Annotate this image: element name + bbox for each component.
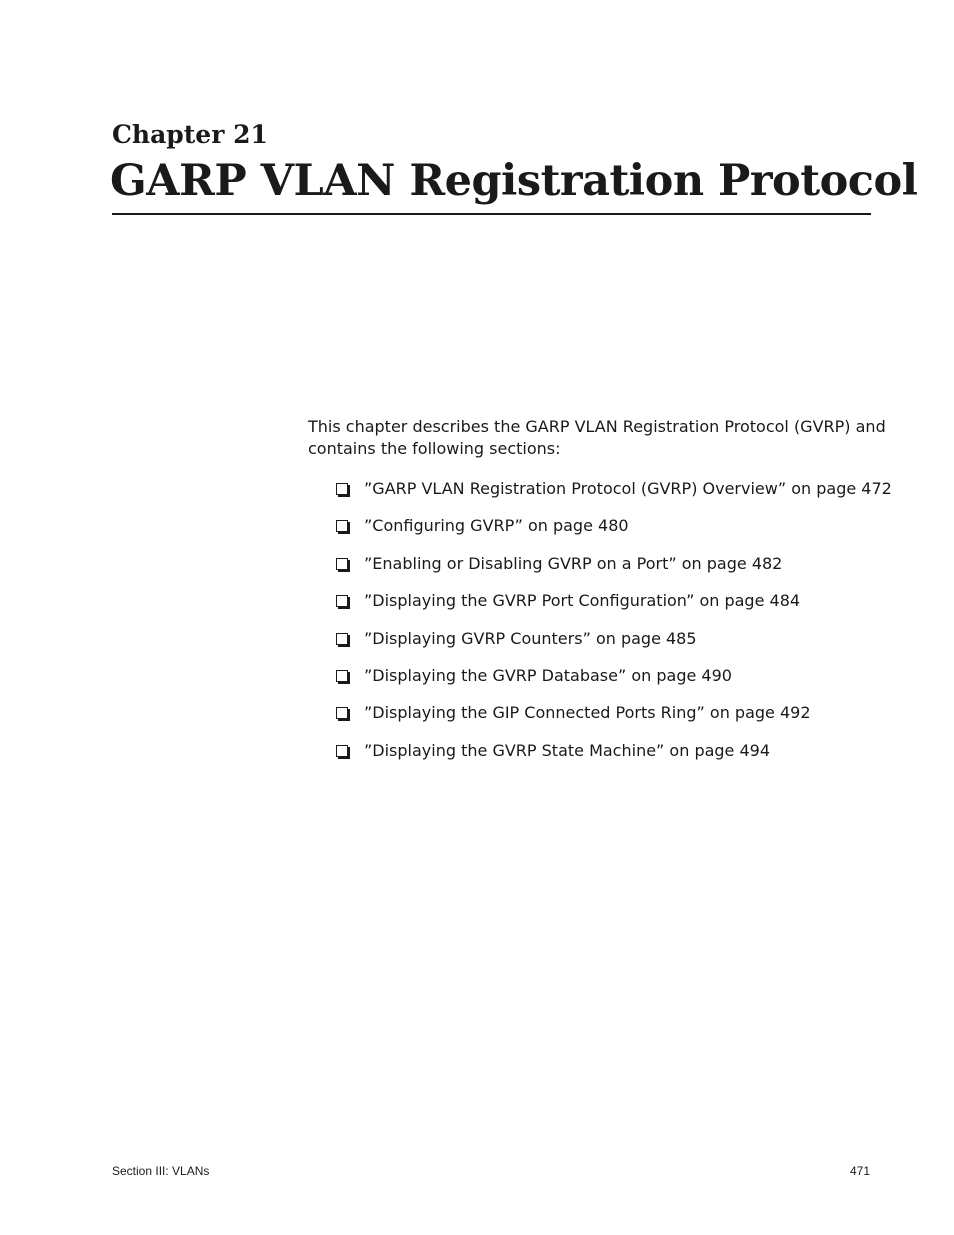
section-link[interactable]: ”Enabling or Disabling GVRP on a Port” on page 482 bbox=[364, 553, 783, 573]
section-link[interactable]: ”Displaying GVRP Counters” on page 485 bbox=[364, 628, 697, 648]
section-link[interactable]: ”GARP VLAN Registration Protocol (GVRP) Overview” on page 472 bbox=[364, 479, 892, 498]
list-item[interactable] bbox=[336, 590, 892, 627]
checkbox-square-icon bbox=[336, 595, 348, 607]
list-item[interactable] bbox=[336, 478, 892, 515]
intro-paragraph bbox=[308, 416, 886, 460]
list-item[interactable] bbox=[336, 515, 892, 552]
section-link[interactable]: ”Displaying the GVRP Port Configuration” on page 484 bbox=[364, 591, 801, 611]
section-link[interactable]: ”Displaying the GVRP State Machine” on page 494 bbox=[364, 740, 771, 760]
chapter-title: GARP VLAN Registration Protocol bbox=[110, 156, 918, 206]
section-link[interactable]: ”Displaying the GIP Connected Ports Ring” on page 492 bbox=[364, 703, 811, 723]
title-rule bbox=[112, 213, 871, 215]
list-item[interactable] bbox=[336, 665, 892, 702]
list-item[interactable] bbox=[336, 702, 892, 739]
section-list bbox=[336, 478, 892, 777]
section-link[interactable]: ”Displaying the GVRP Database” on page 490 bbox=[364, 665, 732, 685]
checkbox-square-icon bbox=[336, 633, 348, 645]
intro-line-1: This chapter describes the GARP VLAN Registration Protocol (GVRP) and bbox=[308, 417, 886, 436]
checkbox-square-icon bbox=[336, 520, 348, 532]
list-item[interactable] bbox=[336, 740, 892, 777]
intro-line-2: contains the following sections: bbox=[308, 439, 561, 458]
checkbox-square-icon bbox=[336, 558, 348, 570]
footer-page-number: 471 bbox=[849, 1164, 870, 1178]
checkbox-square-icon bbox=[336, 670, 348, 682]
checkbox-square-icon bbox=[336, 745, 348, 757]
section-link[interactable]: ”Configuring GVRP” on page 480 bbox=[364, 516, 629, 536]
footer-section: Section III: VLANs bbox=[112, 1164, 210, 1178]
chapter-label: Chapter 21 bbox=[112, 120, 268, 149]
list-item[interactable] bbox=[336, 628, 892, 665]
checkbox-square-icon bbox=[336, 707, 348, 719]
checkbox-square-icon bbox=[336, 483, 348, 495]
list-item[interactable] bbox=[336, 553, 892, 590]
